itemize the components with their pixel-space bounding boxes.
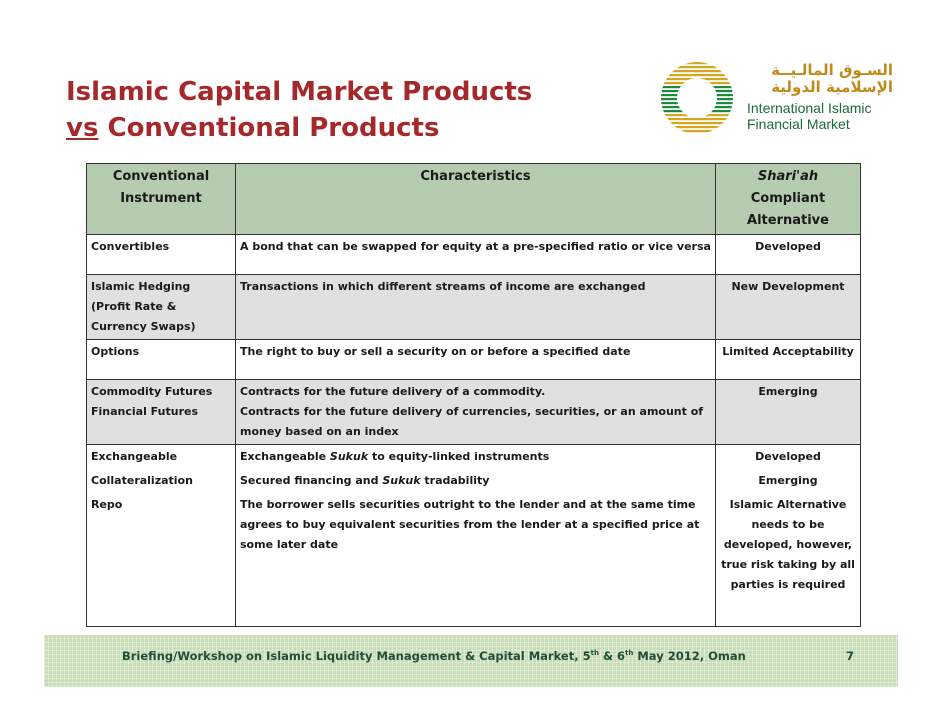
cell-characteristics [236,380,716,445]
cell-alternative: Emerging [716,380,861,445]
instrument-commodity-futures: Commodity Futures [91,385,213,398]
char-pre: Secured financing and [240,474,383,487]
cell-alternative: New Development [716,275,861,340]
cell-alternative: Developed [716,235,861,275]
title-line-2 [66,110,532,146]
cell-instrument [87,380,236,445]
logo-stripe [661,130,745,132]
slide-title [66,74,532,146]
cell-characteristics: The right to buy or sell a security on or before a specified date [236,340,716,380]
char-italic: Sukuk [329,450,369,463]
characteristics-commodity: Contracts for the future delivery of a commodity. [240,385,546,398]
cell-characteristics [236,469,716,493]
title-line-1: Islamic Capital Market Products [66,77,533,107]
cell-alternative: Islamic Alternative needs to be developed, however, true risk taking by all parties is required [716,493,861,626]
table-row [87,493,861,626]
cell-instrument: Repo [87,493,236,626]
page-number: 7 [845,649,854,663]
table-row [87,469,861,493]
table-row [87,275,861,340]
logo-stripe [655,70,739,72]
characteristics-financial: Contracts for the future delivery of currencies, securities, or an amount of money based on an index [240,405,704,438]
header-conventional-instrument: Conventional Instrument [87,164,236,235]
char-pre: Exchangeable [240,450,330,463]
cell-characteristics: The borrower sells securities outright to the lender and at the same time agrees to buy equivalent securities from the lender at a specified price at some later date [236,493,716,626]
logo-stripe [655,126,739,128]
cell-instrument: Islamic Hedging (Profit Rate & Currency Swaps) [87,275,236,340]
logo-stripe [661,66,745,68]
cell-alternative: Limited Acceptability [716,340,861,380]
comparison-table [86,163,861,627]
logo-english-line-1: International Islamic [747,100,872,116]
table-header-row [87,164,861,235]
footer-text-pre: Briefing/Workshop on Islamic Liquidity Management & Capital Market, 5 [122,649,591,663]
header-shariah-italic: Shari'ah [757,169,819,184]
logo-english-line-2: Financial Market [747,116,850,132]
table-row [87,235,861,275]
cell-characteristics [236,445,716,470]
char-post: tradability [420,474,490,487]
title-rest: Conventional Products [98,113,440,143]
footer-sup-2: th [625,649,634,658]
table-row [87,340,861,380]
table-row [87,445,861,470]
instrument-financial-futures: Financial Futures [91,405,199,418]
footer-text-post: May 2012, Oman [633,649,746,663]
cell-instrument: Exchangeable [87,445,236,470]
table-row [87,380,861,445]
cell-characteristics: A bond that can be swapped for equity at a pre-specified ratio or vice versa [236,235,716,275]
footer-text-mid: & 6 [598,649,625,663]
cell-instrument: Collateralization [87,469,236,493]
logo-stripe [655,118,739,120]
char-post: to equity-linked instruments [368,450,550,463]
footer-bar [44,635,898,687]
cell-instrument: Options [87,340,236,380]
header-shariah-rest: Compliant Alternative [747,191,829,228]
title-vs: vs [66,113,99,143]
logo-stripe [655,62,739,64]
globe-stripes-icon [655,58,747,138]
logo-stripe [661,74,745,76]
cell-alternative: Emerging [716,469,861,493]
cell-alternative: Developed [716,445,861,470]
char-italic: Sukuk [382,474,421,487]
cell-instrument: Convertibles [87,235,236,275]
logo-arabic-text: السـوق المالـيــة الإسلامية الدولية [771,61,893,96]
header-characteristics: Characteristics [236,164,716,235]
header-shariah-alternative [716,164,861,235]
footer-sup-1: th [590,649,599,658]
logo-english-text [747,100,872,132]
cell-characteristics: Transactions in which different streams of income are exchanged [236,275,716,340]
logo-stripe [661,122,745,124]
iifm-logo [655,58,895,138]
footer-text [122,649,746,663]
